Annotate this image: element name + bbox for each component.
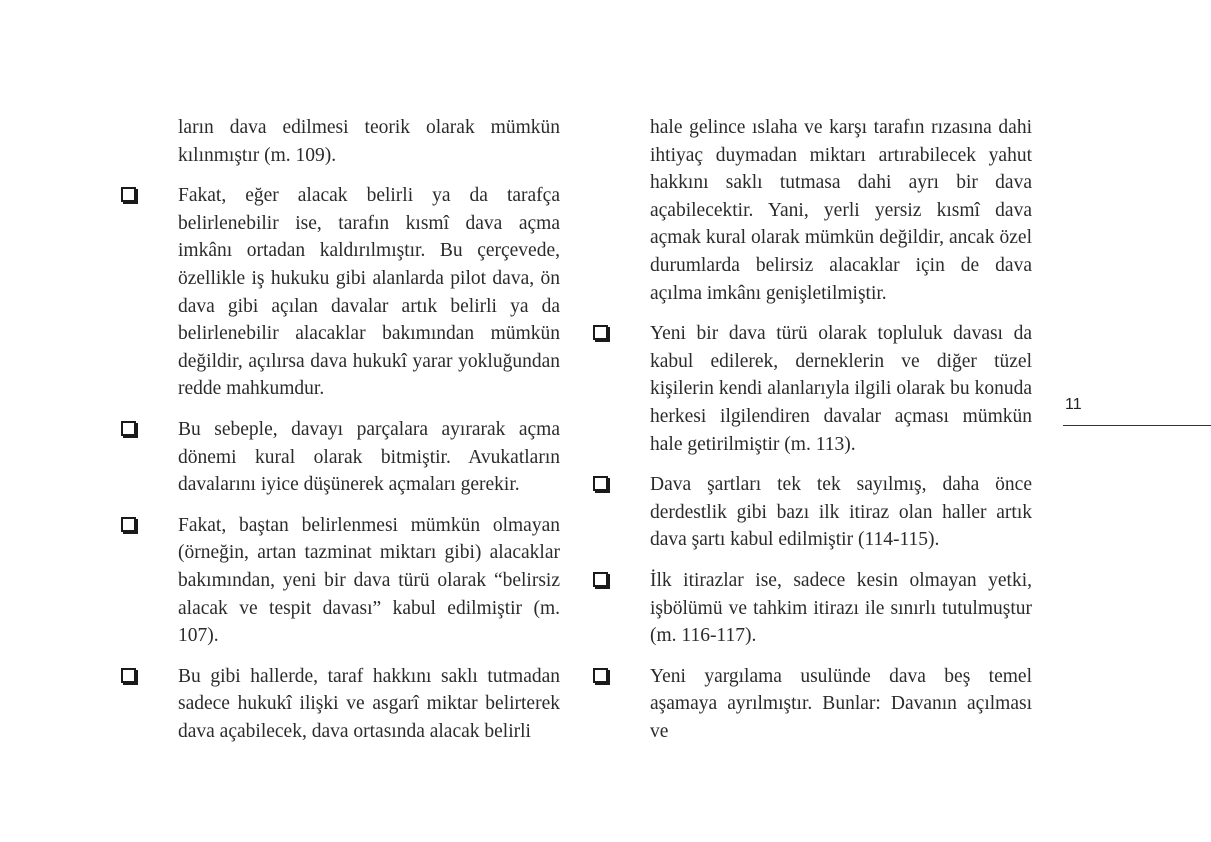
paragraph-text: Dava şartları tek tek sayılmış, daha önce derdestlik gibi bazı ilk itiraz olan haller artık dava şartı kabul edilmiştir (114-115).: [650, 474, 1032, 551]
page-number: 11: [1065, 396, 1082, 413]
paragraph-text: Yeni yargılama usulünde dava beş temel aşamaya ayrılmıştır. Bunlar: Davanın açılması ve: [650, 665, 1032, 742]
checkbox-bullet-icon: [121, 668, 136, 683]
bullet-paragraph: [650, 567, 1032, 650]
bullet-paragraph: [178, 663, 560, 746]
checkbox-bullet-icon: [121, 187, 136, 202]
checkbox-bullet-icon: [593, 476, 608, 491]
bullet-paragraph: [178, 416, 560, 499]
checkbox-bullet-icon: [593, 572, 608, 587]
checkbox-bullet-icon: [593, 668, 608, 683]
paragraph-text: İlk itirazlar ise, sadece kesin olmayan yetki, işbölümü ve tahkim itirazı ile sınırlı tutulmuştur (m. 116-117).: [650, 569, 1032, 647]
paragraph: hale gelince ıslaha ve karşı tarafın rızasına dahi ihtiyaç duymadan miktarı artırabilecek yahut hakkını saklı tutmasa dahi ayrı bir dava açabilecektir. Yani, yerli yersiz kısmî dava açmak kural olarak mümkün değildir, ancak özel durumlarda belirsiz alacaklar için de dava açılma imkânı genişletilmiştir.: [650, 117, 1032, 304]
page-number-rule: [1063, 425, 1211, 426]
checkbox-bullet-icon: [121, 421, 136, 436]
paragraph-text: Bu sebeple, davayı parçalara ayırarak açma dönemi kural olarak bitmiştir. Avukatların davalarını iyice düşünerek açmaları gerekir.: [178, 418, 560, 496]
right-column: [650, 114, 1032, 758]
left-column: [178, 114, 560, 758]
checkbox-bullet-icon: [121, 517, 136, 532]
paragraph-text: Bu gibi hallerde, taraf hakkını saklı tutmadan sadece hukukî ilişki ve asgarî miktar belirterek dava açabilecek, dava ortasında alacak belirli: [178, 665, 560, 742]
paragraph: ların dava edilmesi teorik olarak mümkün kılınmıştır (m. 109).: [178, 117, 560, 166]
bullet-paragraph: [650, 663, 1032, 746]
bullet-paragraph: [178, 182, 560, 403]
paragraph-text: Yeni bir dava türü olarak topluluk davası da kabul edilerek, derneklerin ve diğer tüzel kişilerin kendi alanlarıyla ilgili olarak bu konuda herkesi ilgilendiren davalar açması mümkün hale getirilmiştir (m. 113).: [650, 323, 1032, 455]
paragraph-text: Fakat, baştan belirlenmesi mümkün olmayan (örneğin, artan tazminat miktarı gibi) alacaklar bakımından, yeni bir dava türü olarak “belirsiz alacak ve tespit davası” kabul edilmiştir (m. 107).: [178, 514, 560, 647]
bullet-paragraph: [178, 512, 560, 650]
bullet-paragraph: [650, 320, 1032, 458]
checkbox-bullet-icon: [593, 325, 608, 340]
paragraph-text: Fakat, eğer alacak belirli ya da tarafça belirlenebilir ise, tarafın kısmî dava açma imkânı ortadan kaldırılmıştır. Bu çerçevede, özellikle iş hukuku gibi alanlarda pilot dava, ön dava gibi açılan davalar artık belirli ya da belirlenebilir alacaklar bakımından mümkün değildir, açılırsa dava hukukî yarar yokluğundan redde mahkumdur.: [178, 185, 560, 400]
bullet-paragraph: [650, 471, 1032, 554]
